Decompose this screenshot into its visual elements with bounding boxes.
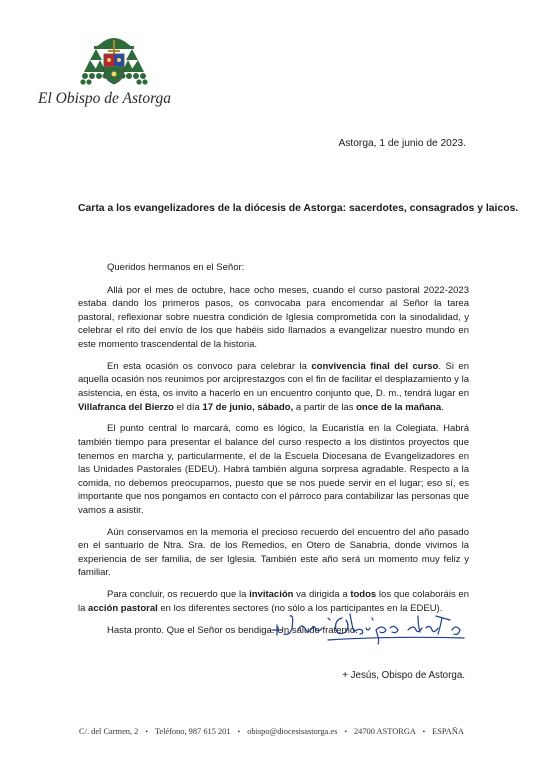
closing: Hasta pronto. Que el Señor os bendiga. Un saludo fraterno. xyxy=(107,624,358,636)
handwritten-signature xyxy=(268,606,468,646)
bullet-separator: • xyxy=(422,728,426,736)
paragraph-4: Aún conservamos en la memoria el precioso recuerdo del encuentro del año pasado en el santuario de Ntra. Sra. de los Remedios, en Otero de Sanabria, donde vivimos la experiencia de ser familia, de ser Iglesia. También este año será un momento muy feliz y familiar. xyxy=(78,526,469,579)
footer-city: 24700 ASTORGA xyxy=(353,727,416,736)
episcopal-coat-of-arms-icon xyxy=(78,30,150,92)
letter-subject: Carta a los evangelizadores de la diócesis de Astorga: sacerdotes, consagrados y laicos. xyxy=(78,203,519,214)
footer-phone: Teléfono, 987 615 201 xyxy=(154,727,231,736)
letterhead-title: El Obispo de Astorga xyxy=(38,90,172,107)
signatory-name: + Jesús, Obispo de Astorga. xyxy=(342,670,465,681)
bullet-separator: • xyxy=(237,728,241,736)
footer-address: C/. del Carmen, 2 xyxy=(79,727,139,736)
footer-country: ESPAÑA xyxy=(432,727,464,736)
letter-date: Astorga, 1 de junio de 2023. xyxy=(338,138,466,149)
paragraph-3: El punto central lo marcará, como es lógico, la Eucaristía en la Colegiata. Habrá también tiempo para presentar el balance del curso respecto a los distintos proyectos que tenemos en marcha y, particularmente, el de la Escuela Diocesana de Evangelizadores en las Unidades Pastorales (EDEU). Habrá también alguna sorpresa agradable. Respecto a la comida, no debemos preocuparnos, puesto que se nos puede servir en el lugar; eso sí, es importante que nos pongamos en contacto con el párroco para contabilizar las personas que vamos a asistir. xyxy=(78,423,469,516)
paragraph-2: En esta ocasión os convoco para celebrar la convivencia final del curso. Si en aquella ocasión nos reunimos por arciprestazgos con el fin de facilitar el desplazamiento y la asistencia, en ésta, os invito a hacerlo en un encuentro conjunto que, D. m., tendrá lugar en Villafranca del Bierzo el día 17 de junio, sábado, a partir de las once de la mañana. xyxy=(78,360,469,413)
letter-body xyxy=(78,261,469,645)
greeting: Queridos hermanos en el Señor: xyxy=(107,262,245,273)
footer-email: obispo@diocesisastorga.es xyxy=(247,727,338,736)
bullet-separator: • xyxy=(344,728,347,736)
letter-footer xyxy=(0,727,543,736)
bullet-separator: • xyxy=(145,728,148,736)
paragraph-5: Para concluir, os recuerdo que la invitación va dirigida a todos los que colaboráis en la acción pastoral en los diferentes sectores (no sólo a los participantes en la EDEU). xyxy=(78,589,470,614)
paragraph-1: Allá por el mes de octubre, hace ocho meses, cuando el curso pastoral 2022-2023 estaba dando los primeros pasos, os convocaba para encomendar al Señor la tarea pastoral, reflexionar sobre nuestra condición de Iglesia comprometida con la sinodalidad, y celebrar el rito del envío de los que habéis sido llamados a evangelizar nuestro mundo en este momento trascendental de la historia. xyxy=(78,284,469,350)
